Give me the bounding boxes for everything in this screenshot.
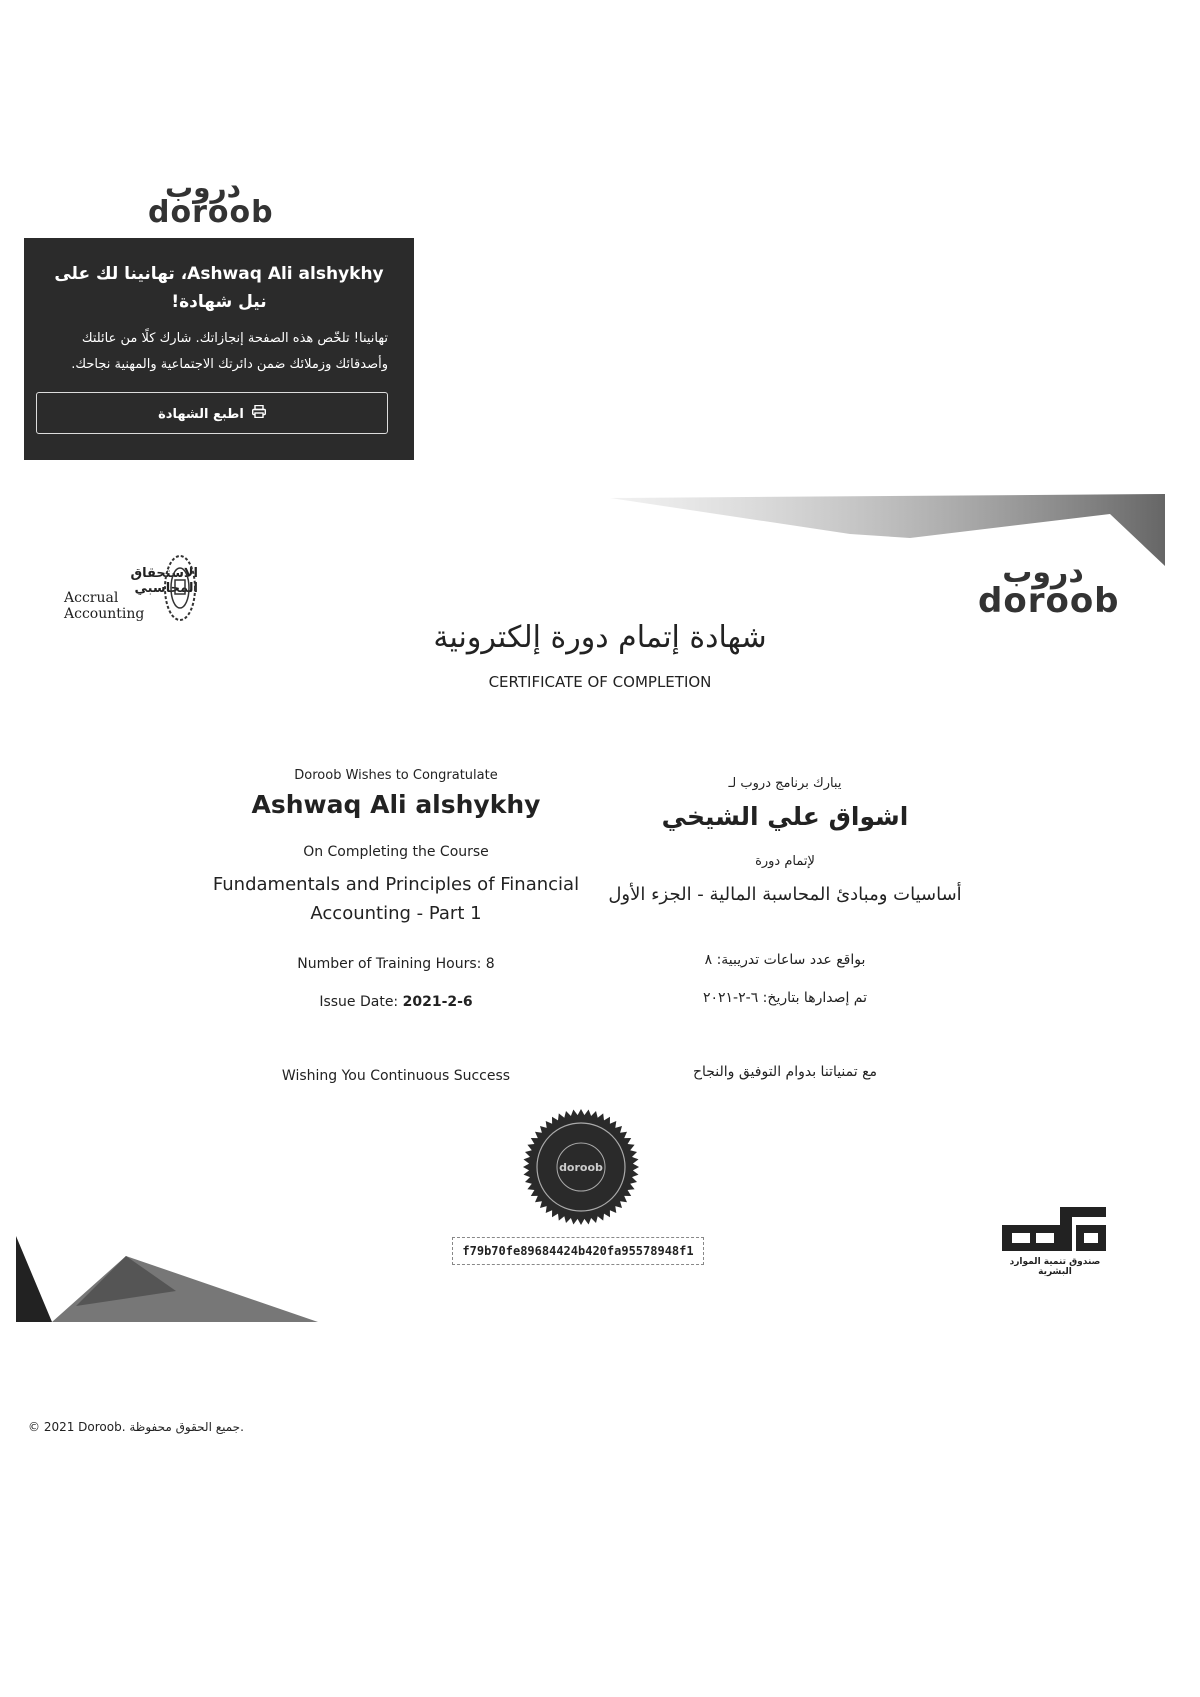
congrats-title: Ashwaq Ali alshykhy، تهانينا لك على نيل شهادة! bbox=[54, 264, 384, 312]
en-completing: On Completing the Course bbox=[303, 844, 489, 860]
print-certificate-button[interactable] bbox=[36, 392, 388, 434]
ar-completing: لإتمام دورة bbox=[755, 854, 815, 869]
cert-logo-arabic: دروب bbox=[1002, 555, 1084, 590]
en-issue-date bbox=[190, 994, 602, 1010]
accrual-emblem-icon bbox=[162, 552, 198, 624]
en-congratulate: Doroob Wishes to Congratulate bbox=[294, 768, 498, 783]
printer-icon bbox=[252, 405, 266, 422]
ar-issue-date: تم إصدارها بتاريخ: ٦-٢-٢٠٢١ bbox=[702, 990, 868, 1006]
ar-wishes: مع تمنياتنا بدوام التوفيق والنجاح bbox=[692, 1064, 878, 1080]
verification-code[interactable]: f79b70fe89684424b420fa95578948f1 bbox=[452, 1237, 704, 1265]
en-issue-label: Issue Date: bbox=[319, 994, 403, 1010]
ar-training-hours: بواقع عدد ساعات تدريبية: ٨ bbox=[704, 952, 866, 968]
accrual-accounting-logo bbox=[58, 548, 198, 628]
logo-english: doroob bbox=[148, 195, 274, 230]
ar-course-name: أساسيات ومبادئ المحاسبة المالية - الجزء الأول bbox=[608, 884, 962, 905]
congrats-message: تهانينا! تلخّص هذه الصفحة إنجازاتك. شارك كلًا من عائلتك وأصدقائك وزملائك ضمن دائرتك الاجتماعية والمهنية نجاحك. bbox=[71, 331, 388, 372]
doroob-logo-certificate bbox=[978, 555, 1120, 621]
accrual-logo-english: Accrual Accounting bbox=[64, 590, 145, 622]
doroob-seal bbox=[522, 1108, 640, 1226]
hrdf-arabic: صندوق تنمية الموارد البشرية bbox=[1009, 1257, 1101, 1277]
en-training-hours: Number of Training Hours: 8 bbox=[297, 956, 495, 972]
doroob-logo-top bbox=[148, 171, 274, 230]
decorative-triangle bbox=[16, 1236, 318, 1322]
print-button-label: اطبع الشهادة bbox=[158, 406, 244, 422]
en-course-name: Fundamentals and Principles of Financial Accounting - Part 1 bbox=[212, 874, 580, 924]
certificate-title-english: CERTIFICATE OF COMPLETION bbox=[488, 673, 712, 691]
congrats-box bbox=[24, 238, 414, 460]
cert-logo-english: doroob bbox=[978, 581, 1120, 621]
footer-copyright: © 2021 Doroob. جميع الحقوق محفوظة. bbox=[28, 1420, 244, 1434]
certificate-title-arabic: شهادة إتمام دورة إلكترونية bbox=[433, 620, 767, 655]
ar-congratulate: يبارك برنامج دروب لـ bbox=[728, 776, 842, 791]
accrual-logo-arabic: الاستحقاق المحاسبي bbox=[130, 566, 198, 596]
ar-recipient-name: اشواق علي الشيخي bbox=[661, 802, 909, 831]
hrdf-mark-icon bbox=[996, 1205, 1114, 1257]
en-issue-value: 2021-2-6 bbox=[402, 994, 473, 1010]
en-recipient-name: Ashwaq Ali alshykhy bbox=[251, 790, 541, 819]
seal-text: doroob bbox=[559, 1161, 603, 1174]
hrdf-logo bbox=[996, 1205, 1114, 1281]
en-wishes: Wishing You Continuous Success bbox=[281, 1068, 511, 1084]
logo-arabic: دروب bbox=[164, 171, 242, 204]
